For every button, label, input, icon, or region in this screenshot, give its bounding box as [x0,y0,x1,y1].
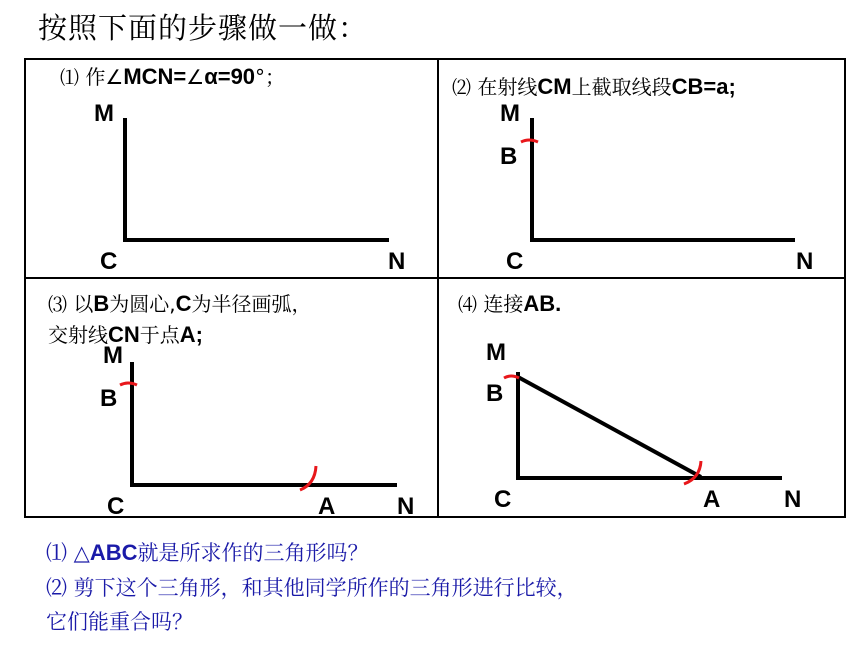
panel2-label-c: C [506,248,524,275]
panel3-label-a: A [318,493,336,520]
panel2-label-b: B [500,143,518,170]
panel3-b-arc-mark [120,383,137,385]
step2-caption: ⑵ 在射线CM上截取线段CB=a; [452,74,736,99]
question-1: ⑴ △ABC就是所求作的三角形吗？ [46,540,369,565]
panel4-b-arc-mark [504,376,519,378]
panel4-label-a: A [703,486,721,513]
panel2-label-n: N [796,248,814,275]
panel3-angle [120,362,397,490]
panel3-label-b: B [100,385,118,412]
panel1-label-c: C [100,248,118,275]
panel4-triangle [504,372,782,484]
question-2-continued: 它们能重合吗？ [46,610,193,634]
panel2-angle [521,118,795,241]
panel2-b-arc-mark [521,140,538,142]
panel4-label-c: C [494,486,512,513]
panel2-label-m: M [500,100,520,127]
step4-caption: ⑷ 连接AB. [458,291,562,316]
panel3-label-m: M [103,342,123,369]
panel1-label-m: M [94,100,114,127]
question-2: ⑵ 剪下这个三角形，和其他同学所作的三角形进行比较， [46,576,578,600]
panel4-label-m: M [486,339,506,366]
panel4-label-b: B [486,380,504,407]
page-heading: 按照下面的步骤做一做： [38,11,369,45]
panel1-angle [123,118,389,241]
panel4-label-n: N [784,486,802,513]
panel1-label-n: N [388,248,406,275]
step3-caption: ⑶ 以B为圆心,C为半径画弧， 交射线CN于点A; [48,291,312,347]
panel3-label-c: C [107,493,125,520]
step1-caption: ⑴ 作∠MCN=∠α=90°； [60,64,286,89]
panel3-label-n: N [397,493,415,520]
